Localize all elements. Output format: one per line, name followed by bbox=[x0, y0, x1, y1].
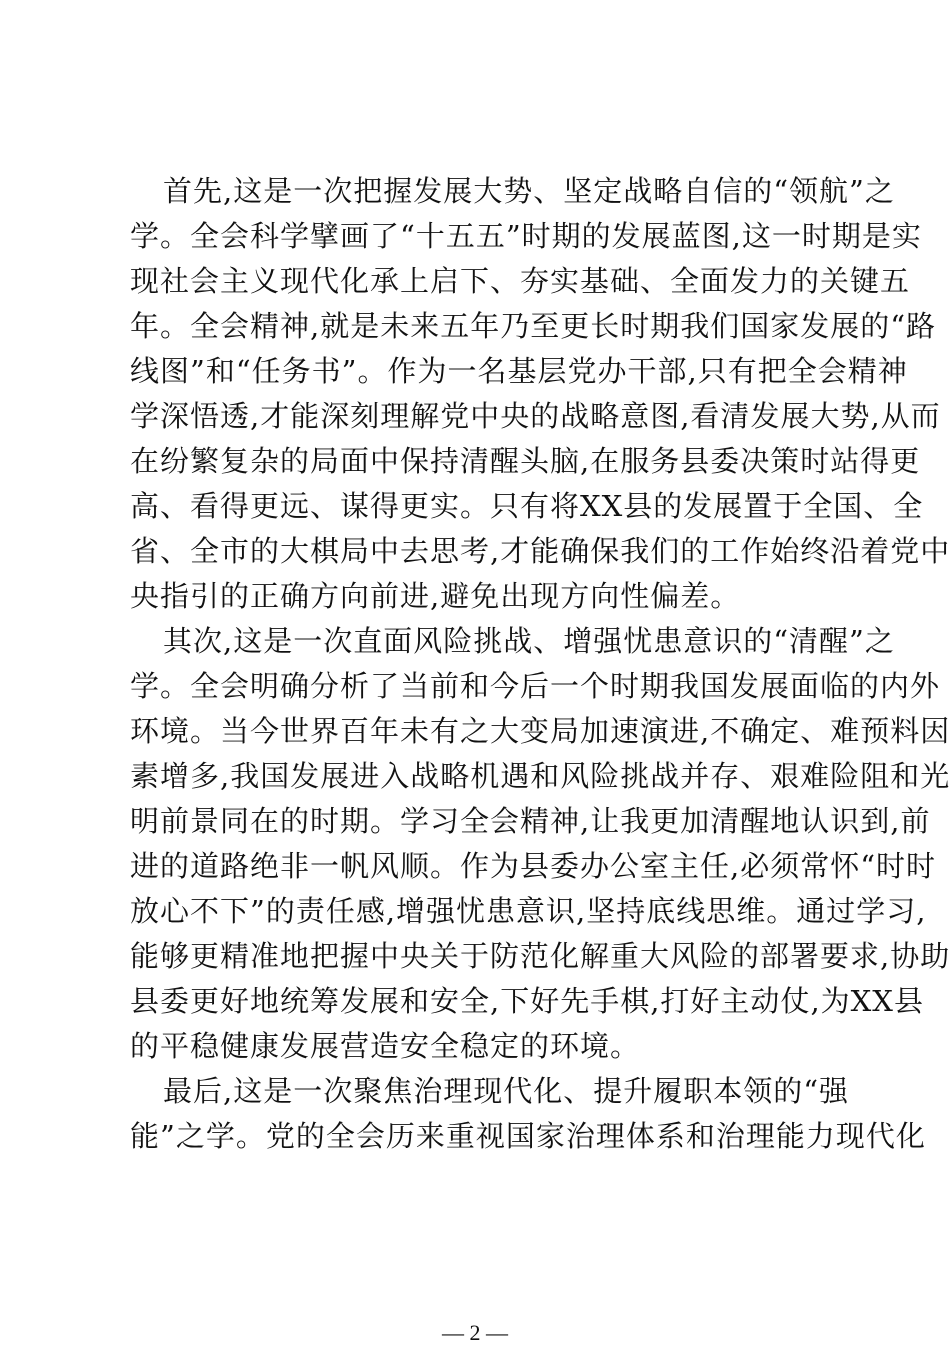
text-line: 进的道路绝非一帆风顺。作为县委办公室主任,必须常怀“时时 bbox=[130, 849, 937, 883]
paragraph bbox=[130, 619, 950, 1069]
text-line: 明前景同在的时期。学习全会精神,让我更加清醒地认识到,前 bbox=[130, 804, 931, 838]
paragraph bbox=[130, 1069, 926, 1159]
text-line: 的平稳健康发展营造安全稳定的环境。 bbox=[130, 1029, 641, 1063]
text-line: 在纷繁复杂的局面中保持清醒头脑,在服务县委决策时站得更 bbox=[130, 444, 921, 478]
text-line: 学。全会明确分析了当前和今后一个时期我国发展面临的内外 bbox=[130, 669, 941, 703]
text-line: 省、全市的大棋局中去思考,才能确保我们的工作始终沿着党中 bbox=[130, 534, 950, 568]
text-line: 县委更好地统筹发展和安全,下好先手棋,打好主动仗,为XX县 bbox=[130, 984, 924, 1018]
text-line: 年。全会精神,就是未来五年乃至更长时期我们国家发展的“路 bbox=[130, 309, 937, 343]
document-body bbox=[130, 169, 950, 1159]
text-line: 能够更精准地把握中央关于防范化解重大风险的部署要求,协助 bbox=[130, 939, 950, 973]
text-line: 线图”和“任务书”。作为一名基层党办干部,只有把全会精神 bbox=[130, 354, 908, 388]
text-line: 现社会主义现代化承上启下、夯实基础、全面发力的关键五 bbox=[130, 264, 911, 298]
page-number: — 2 — bbox=[442, 1320, 508, 1345]
text-line: 高、看得更远、谋得更实。只有将XX县的发展置于全国、全 bbox=[130, 489, 924, 523]
text-line: 环境。当今世界百年未有之大变局加速演进,不确定、难预料因 bbox=[130, 714, 950, 748]
text-line: 学。全会科学擘画了“十五五”时期的发展蓝图,这一时期是实 bbox=[130, 219, 922, 253]
text-line: 最后,这是一次聚焦治理现代化、提升履职本领的“强 bbox=[163, 1074, 850, 1108]
text-line: 学深悟透,才能深刻理解党中央的战略意图,看清发展大势,从而 bbox=[130, 399, 941, 433]
text-line: 放心不下”的责任感,增强忧患意识,坚持底线思维。通过学习, bbox=[130, 894, 927, 928]
text-line: 首先,这是一次把握发展大势、坚定战略自信的“领航”之 bbox=[163, 174, 895, 208]
text-line: 素增多,我国发展进入战略机遇和风险挑战并存、艰难险阻和光 bbox=[130, 759, 950, 793]
text-line: 其次,这是一次直面风险挑战、增强忧患意识的“清醒”之 bbox=[163, 624, 895, 658]
text-line: 央指引的正确方向前进,避免出现方向性偏差。 bbox=[130, 579, 741, 613]
text-line: 能”之学。党的全会历来重视国家治理体系和治理能力现代化 bbox=[130, 1119, 926, 1153]
paragraph bbox=[130, 169, 950, 619]
